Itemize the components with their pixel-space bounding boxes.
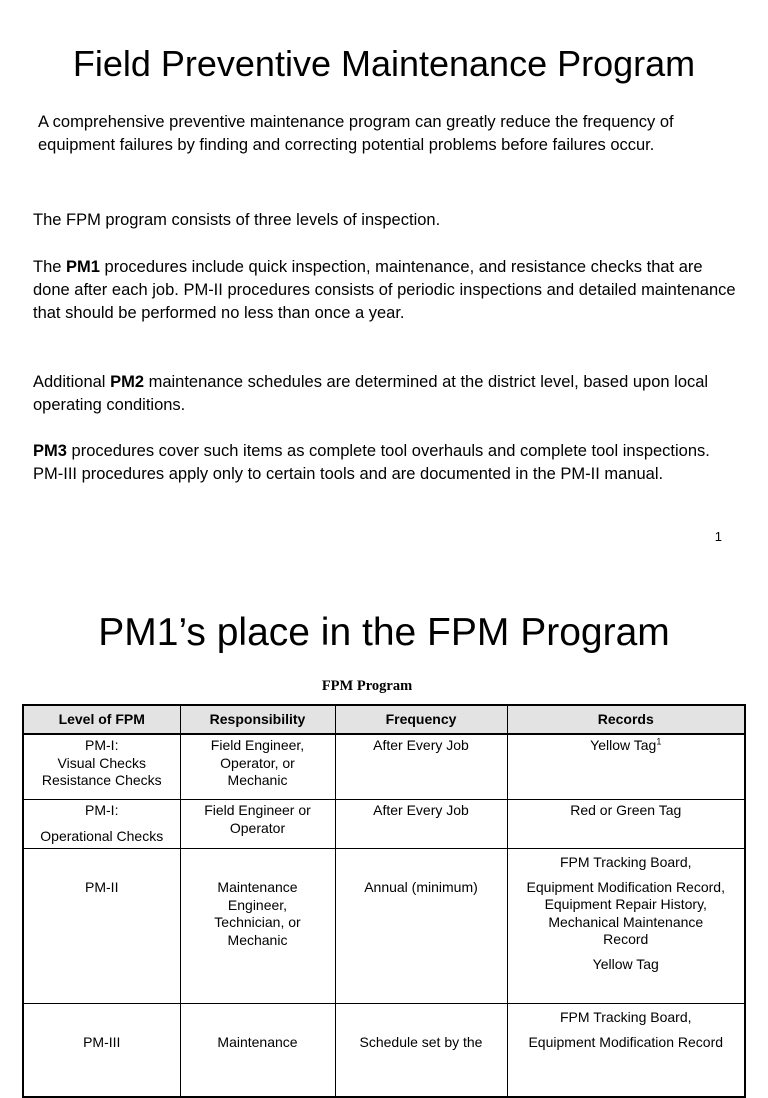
slide-title: Field Preventive Maintenance Program bbox=[72, 43, 696, 84]
records-line: FPM Tracking Board, bbox=[560, 854, 692, 870]
responsibility-line: Engineer, bbox=[227, 896, 288, 913]
responsibility-line: Technician, or bbox=[214, 914, 301, 930]
records-cell bbox=[507, 1004, 745, 1098]
pm3-paragraph bbox=[33, 440, 743, 486]
table-row bbox=[23, 734, 745, 800]
spacer bbox=[28, 820, 176, 828]
levels-sentence: The FPM program consists of three levels of inspection. bbox=[33, 211, 441, 229]
table-row bbox=[23, 800, 745, 849]
responsibility-line: Mechanic bbox=[227, 931, 288, 948]
records-line: Yellow Tag bbox=[592, 955, 659, 972]
slide-title: PM1’s place in the FPM Program bbox=[98, 611, 670, 654]
responsibility-line: Mechanic bbox=[227, 772, 288, 788]
frequency-cell: Schedule set by the bbox=[335, 1004, 507, 1098]
pm2-lead: Additional bbox=[33, 373, 111, 391]
level-cell: PM-II bbox=[23, 849, 180, 1004]
responsibility-line: Operator, or bbox=[220, 754, 295, 771]
responsibility-cell bbox=[180, 800, 335, 849]
table-caption: FPM Program bbox=[321, 678, 413, 694]
responsibility-cell bbox=[180, 734, 335, 800]
level-line: PM-I: bbox=[85, 802, 119, 818]
frequency-cell: After Every Job bbox=[335, 734, 507, 800]
level-line: PM-I: bbox=[85, 737, 119, 753]
pm1-rest: procedures include quick inspection, maintenance, and resistance checks that are done after each job. PM-II procedures consists of periodic inspections and detailed maintenance that should be performed no less than once a year. bbox=[33, 258, 736, 322]
fpm-program-table bbox=[22, 704, 746, 1098]
records-line: Equipment Modification Record bbox=[528, 1033, 724, 1050]
page-number: 1 bbox=[714, 529, 722, 544]
responsibility-cell: Maintenance bbox=[180, 1004, 335, 1098]
records-cell bbox=[507, 734, 745, 800]
footnote-marker: 1 bbox=[656, 736, 662, 747]
records-line: FPM Tracking Board, bbox=[560, 1009, 692, 1025]
header-records: Records bbox=[507, 705, 745, 734]
responsibility-line: Field Engineer, bbox=[210, 737, 305, 753]
pm3-rest: procedures cover such items as complete tool overhauls and complete tool inspections. PM-III procedures apply only to certain tools and are documented in the PM-II manual. bbox=[33, 442, 710, 483]
pm2-rest: maintenance schedules are determined at the district level, based upon local operating conditions. bbox=[33, 373, 709, 414]
pm1-bold: PM1 bbox=[66, 258, 100, 276]
responsibility-cell bbox=[180, 849, 335, 1004]
level-cell bbox=[23, 800, 180, 849]
table-row bbox=[23, 1004, 745, 1098]
pm3-bold: PM3 bbox=[33, 442, 67, 460]
records-line: Equipment Repair History, bbox=[544, 896, 707, 912]
records-text: Yellow Tag bbox=[590, 737, 657, 753]
level-line: Resistance Checks bbox=[41, 772, 162, 788]
table-row bbox=[23, 849, 745, 1004]
header-frequency: Frequency bbox=[335, 705, 507, 734]
records-line: Record bbox=[603, 931, 649, 947]
records-cell bbox=[507, 849, 745, 1004]
pm2-paragraph bbox=[33, 371, 743, 417]
table-header-row bbox=[23, 705, 745, 734]
level-line: Operational Checks bbox=[40, 827, 164, 844]
pm1-lead: The bbox=[33, 258, 67, 276]
frequency-cell: After Every Job bbox=[335, 800, 507, 849]
records-line: Mechanical Maintenance bbox=[548, 913, 704, 930]
header-responsibility: Responsibility bbox=[180, 705, 335, 734]
level-cell: PM-III bbox=[23, 1004, 180, 1098]
responsibility-line: Maintenance bbox=[217, 879, 298, 895]
intro-paragraph: A comprehensive preventive maintenance program can greatly reduce the frequency of equipment failures by finding and correcting potential problems before failures occur. bbox=[38, 113, 674, 154]
responsibility-line: Operator bbox=[229, 819, 286, 836]
records-line: Equipment Modification Record, bbox=[526, 878, 725, 895]
level-line: Visual Checks bbox=[57, 754, 146, 771]
header-level: Level of FPM bbox=[23, 705, 180, 734]
pm1-paragraph bbox=[33, 256, 743, 325]
responsibility-line: Field Engineer or bbox=[204, 802, 311, 818]
records-cell: Red or Green Tag bbox=[507, 800, 745, 849]
pm2-bold: PM2 bbox=[110, 373, 144, 391]
level-cell bbox=[23, 734, 180, 800]
frequency-cell: Annual (minimum) bbox=[335, 849, 507, 1004]
